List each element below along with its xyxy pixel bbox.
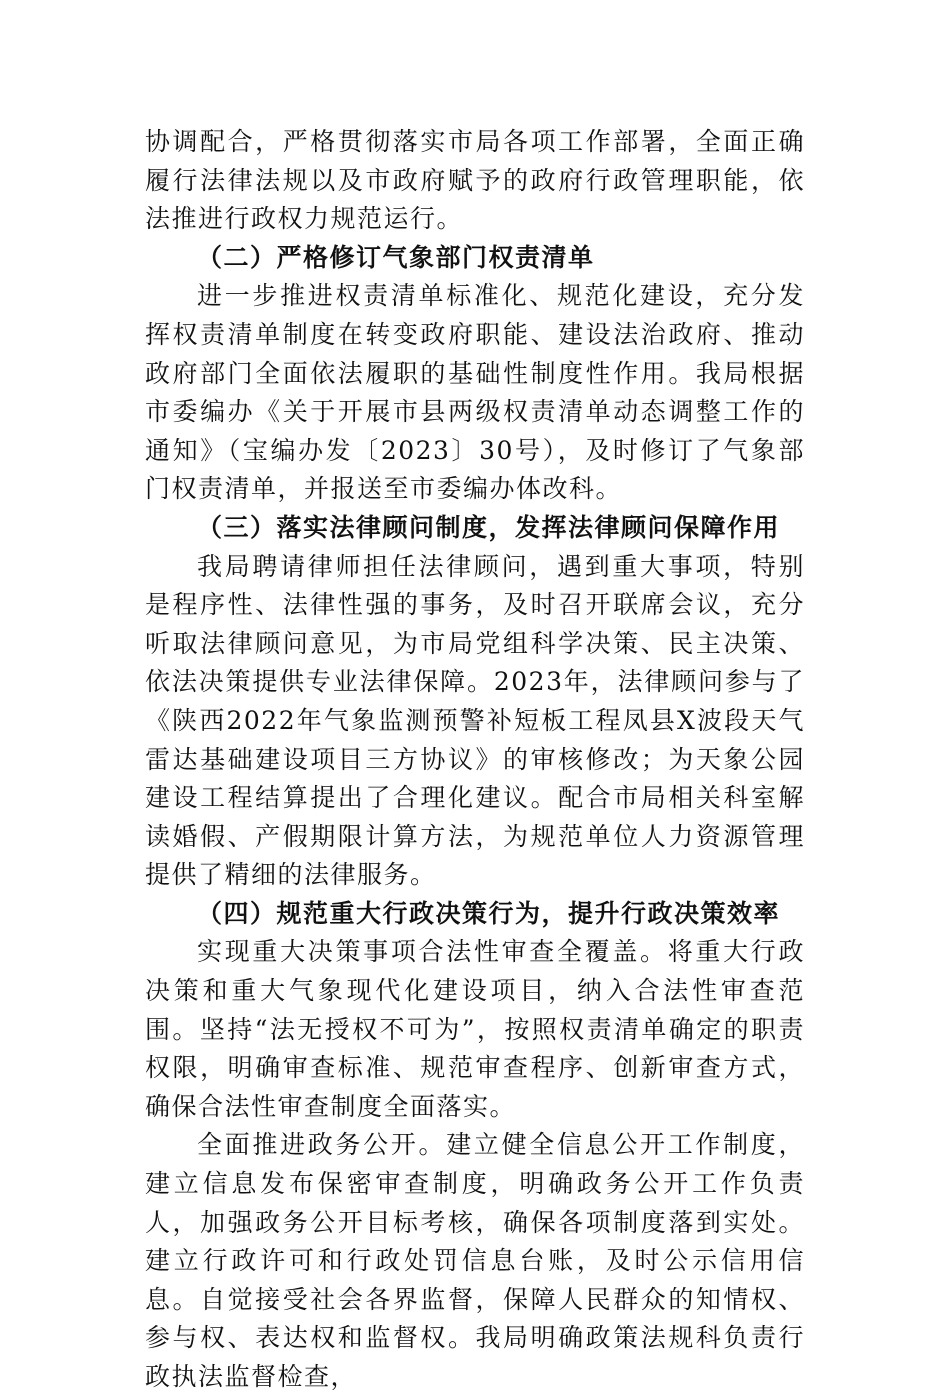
document-page [145, 123, 805, 1397]
section-heading-4: （四）规范重大行政决策行为，提升行政决策效率 [197, 898, 781, 928]
paragraph-government-openness: 全面推进政务公开。建立健全信息公开工作制度，建立信息发布保密审查制度，明确政务公开工作负责人，加强政务公开目标考核，确保各项制度落到实处。建立行政许可和行政处罚信息台账，及时公示信用信息。自觉接受社会各界监督，保障人民群众的知情权、参与权、表达权和监督权。我局明确政策法规科负责行政执法监督检查， [145, 1130, 805, 1391]
section-heading-2: （二）严格修订气象部门权责清单 [197, 242, 595, 272]
paragraph-responsibility-list: 进一步推进权责清单标准化、规范化建设，充分发挥权责清单制度在转变政府职能、建设法治政府、推动政府部门全面依法履职的基础性制度性作用。我局根据市委编办《关于开展市县两级权责清单动态调整工作的通知》（宝编办发〔2023〕30号），及时修订了气象部门权责清单，并报送至市委编办体改科。 [145, 281, 805, 504]
section-heading-3: （三）落实法律顾问制度，发挥法律顾问保障作用 [197, 512, 781, 542]
paragraph-continued: 协调配合，严格贯彻落实市局各项工作部署，全面正确履行法律法规以及市政府赋予的政府行政管理职能，依法推进行政权力规范运行。 [145, 127, 805, 234]
paragraph-legality-review: 实现重大决策事项合法性审查全覆盖。将重大行政决策和重大气象现代化建设项目，纳入合法性审查范围。坚持“法无授权不可为”，按照权责清单确定的职责权限，明确审查标准、规范审查程序、创新审查方式，确保合法性审查制度全面落实。 [145, 937, 805, 1121]
paragraph-legal-counsel: 我局聘请律师担任法律顾问，遇到重大事项，特别是程序性、法律性强的事务，及时召开联席会议，充分听取法律顾问意见，为市局党组科学决策、民主决策、依法决策提供专业法律保障。2023年，法律顾问参与了《陕西2022年气象监测预警补短板工程凤县X波段天气雷达基础建设项目三方协议》的审核修改；为天象公园建设工程结算提出了合理化建议。配合市局相关科室解读婚假、产假期限计算方法，为规范单位人力资源管理提供了精细的法律服务。 [145, 551, 805, 890]
